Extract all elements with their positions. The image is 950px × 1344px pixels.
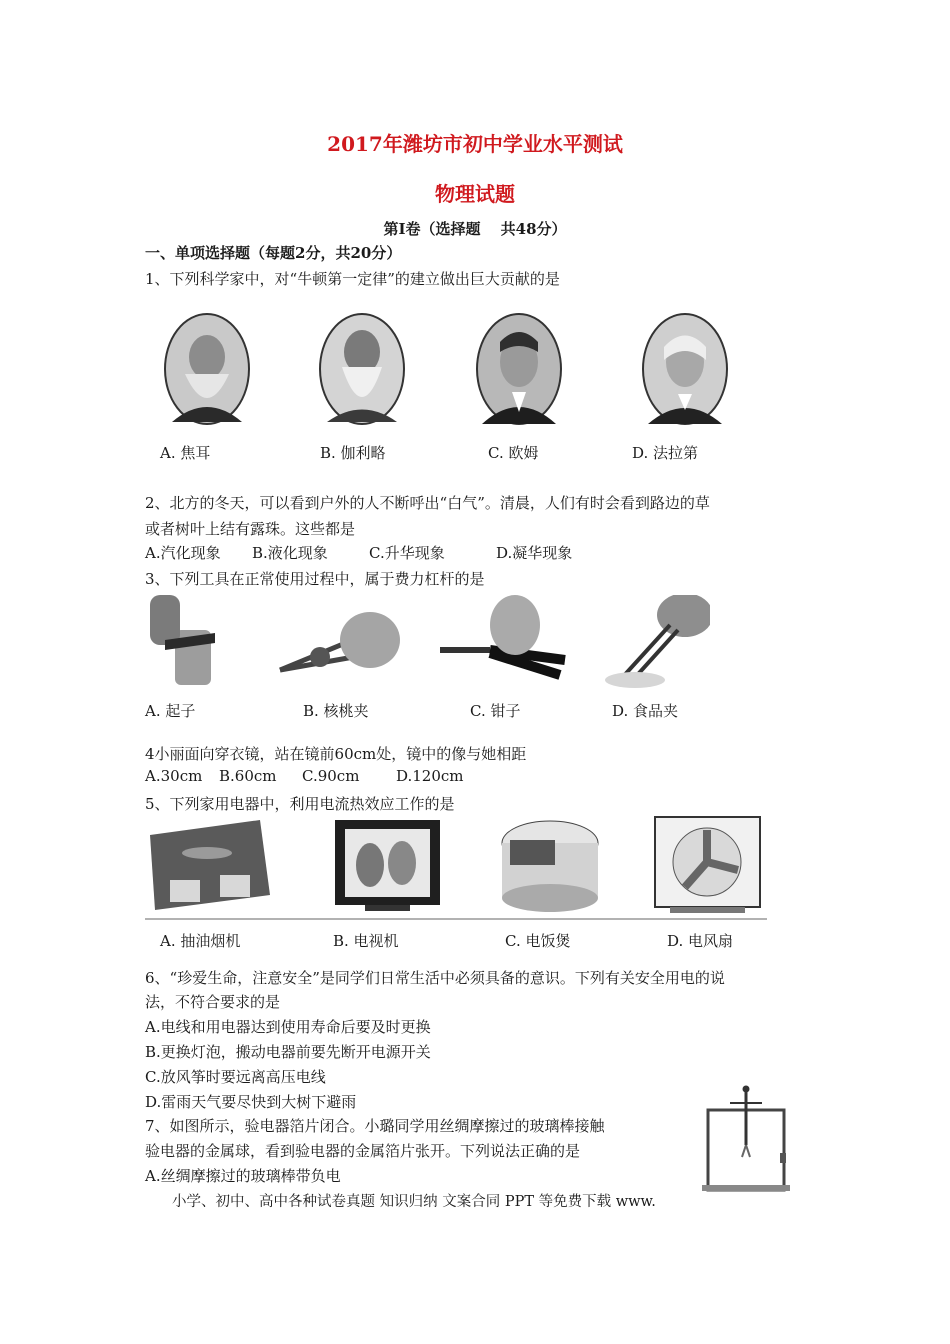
q5-stem: 5、下列家用电器中，利用电流热效应工作的是 [145,795,455,813]
q2-option-c: C.升华现象 [369,544,445,562]
q1-option-a: A. 焦耳 [160,444,211,462]
exam-title: 2017年潍坊市初中学业水平测试 [327,132,623,156]
q5-option-b: B. 电视机 [333,932,399,950]
q4-stem: 4小丽面向穿衣镜，站在镜前60cm处，镜中的像与她相距 [145,745,527,763]
electric-fan-image [655,817,760,913]
section-heading: 一、单项选择题（每题2分，共20分） [145,244,402,262]
range-hood-image [150,820,270,910]
q3-option-c: C. 钳子 [470,702,521,720]
q5-option-c: C. 电饭煲 [505,932,571,950]
q4-option-b: B.60cm [219,767,277,785]
q2-option-d: D.凝华现象 [496,544,573,562]
q2-option-a: A.汽化现象 [145,544,221,562]
q2-stem-line1: 2、北方的冬天，可以看到户外的人不断呼出“白气”。清晨，人们有时会看到路边的草 [145,494,710,512]
q7-stem-line2: 验电器的金属球，看到验电器的金属箔片张开。下列说法正确的是 [145,1142,581,1160]
subject-title: 物理试题 [435,182,515,206]
q6-stem-line2: 法，不符合要求的是 [145,993,281,1011]
q1-option-d: D. 法拉第 [632,444,699,462]
q3-option-a: A. 起子 [145,702,196,720]
q3-stem: 3、下列工具在正常使用过程中，属于费力杠杆的是 [145,570,485,588]
q7-stem-line1: 7、如图所示，验电器箔片闭合。小璐同学用丝绸摩擦过的玻璃棒接触 [145,1117,605,1135]
portrait-ohm [477,314,561,424]
portrait-joule [165,314,249,424]
q4-option-c: C.90cm [302,767,360,785]
q7-option-a: A.丝绸摩擦过的玻璃棒带负电 [145,1167,341,1185]
q2-stem-line2: 或者树叶上结有露珠。这些都是 [145,520,356,538]
food-tongs-image [605,595,710,688]
q6-stem-line1: 6、“珍爱生命，注意安全”是同学们日常生活中必须具备的意识。下列有关安全用电的说 [145,969,725,987]
q1-stem: 1、下列科学家中，对“牛顿第一定律”的建立做出巨大贡献的是 [145,270,560,288]
volume-heading: 第Ⅰ卷（选择题 共48分） [383,220,567,238]
footer-download-text: 小学、初中、高中各种试卷真题 知识归纳 文案合同 PPT 等免费下载 www. [172,1194,656,1210]
q4-option-a: A.30cm [145,767,203,785]
q5-option-a: A. 抽油烟机 [160,932,241,950]
portrait-galileo [320,314,404,424]
lever-tools [145,595,710,690]
q6-option-d: D.雷雨天气要尽快到大树下避雨 [145,1093,357,1111]
portrait-faraday [643,314,727,424]
q6-option-c: C.放风筝时要远离高压电线 [145,1068,326,1086]
q4-option-d: D.120cm [396,767,464,785]
electroscope-image [700,1085,795,1195]
q3-option-d: D. 食品夹 [612,702,679,720]
pliers-image [440,595,565,675]
rice-cooker-image [502,821,598,912]
bottle-opener-image [150,595,215,685]
appliances [145,815,770,925]
nutcracker-image [280,612,400,670]
q6-option-a: A.电线和用电器达到使用寿命后要及时更换 [145,1018,431,1036]
q2-option-b: B.液化现象 [252,544,328,562]
q5-option-d: D. 电风扇 [667,932,734,950]
scientist-portraits [160,312,760,432]
q1-option-c: C. 欧姆 [488,444,539,462]
q3-option-b: B. 核桃夹 [303,702,369,720]
q6-option-b: B.更换灯泡，搬动电器前要先断开电源开关 [145,1043,431,1061]
q1-option-b: B. 伽利略 [320,444,386,462]
television-image [335,820,440,911]
